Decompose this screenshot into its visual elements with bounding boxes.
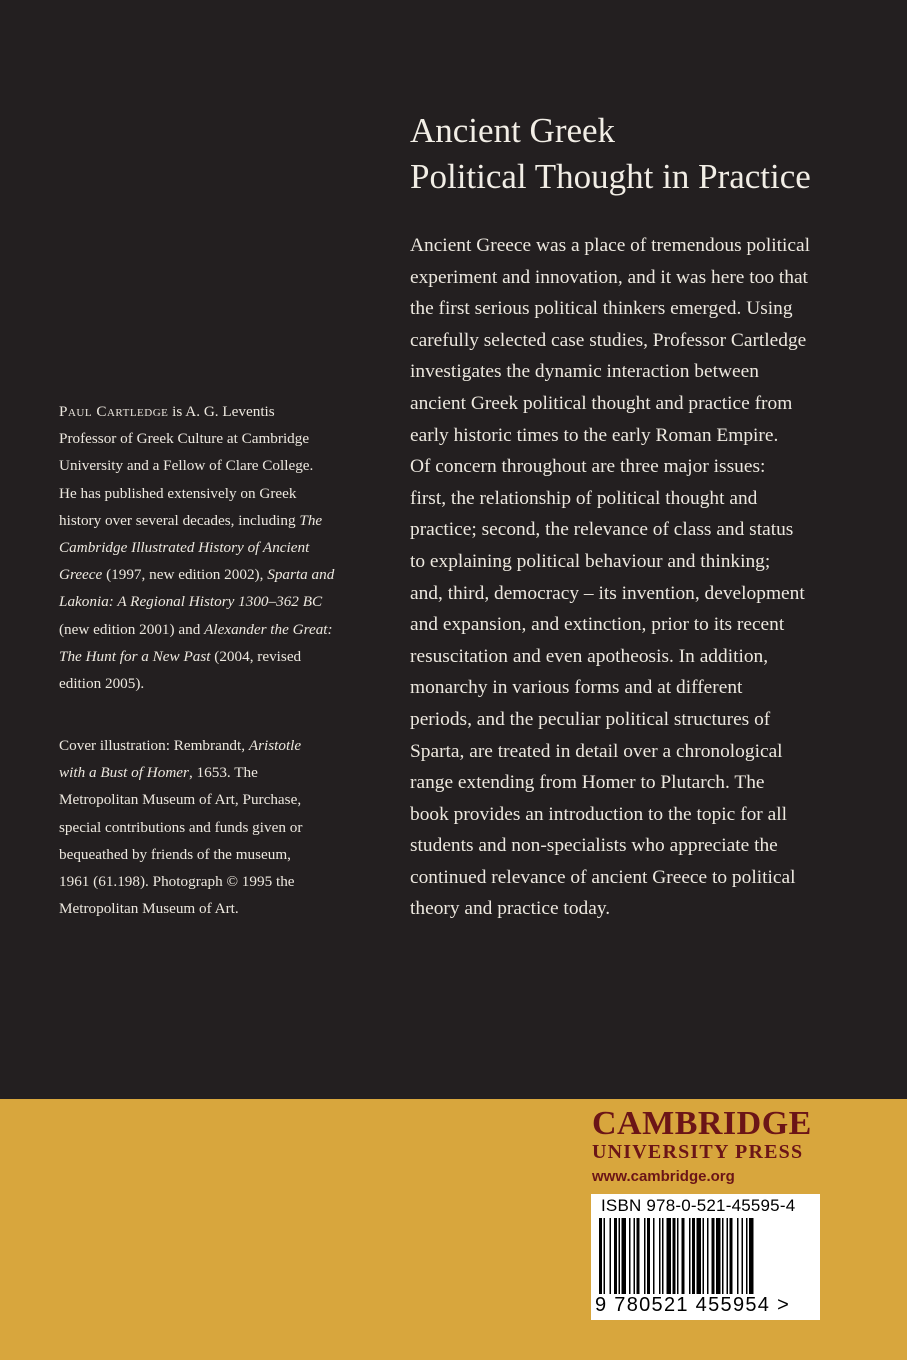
title-line-1: Ancient Greek xyxy=(410,111,616,150)
bio-line xyxy=(59,398,359,425)
bio-line xyxy=(59,643,359,670)
barcode-bar xyxy=(727,1218,729,1294)
publisher-logo xyxy=(592,1106,832,1187)
credit-line: Metropolitan Museum of Art. xyxy=(59,900,239,918)
description-line: theory and practice today. xyxy=(410,898,611,920)
bio-line: Professor of Greek Culture at Cambridge xyxy=(59,430,310,448)
credit-line: bequeathed by friends of the museum, xyxy=(59,845,291,863)
credit-line: Metropolitan Museum of Art, Purchase, xyxy=(59,791,302,809)
barcode-bar xyxy=(667,1218,672,1294)
publisher-url: www.cambridge.org xyxy=(592,1168,735,1185)
description-line: early historic times to the early Roman Empire. xyxy=(410,424,779,446)
credit-line xyxy=(59,759,359,786)
bio-line xyxy=(59,507,359,534)
book-title-italic: Greece xyxy=(59,566,103,584)
barcode-bars xyxy=(599,1218,804,1296)
isbn-barcode xyxy=(591,1194,820,1320)
barcode-bar xyxy=(746,1218,748,1294)
barcode-bar xyxy=(647,1218,650,1294)
barcode-bar xyxy=(614,1218,617,1294)
bio-line xyxy=(59,534,359,561)
barcode-bar xyxy=(689,1218,691,1294)
description-line: investigates the dynamic interaction between xyxy=(410,361,759,383)
description-line: to explaining political behaviour and thinking; xyxy=(410,550,771,572)
barcode-bar xyxy=(653,1218,655,1294)
barcode-bar xyxy=(644,1218,646,1294)
barcode-bar xyxy=(749,1218,754,1294)
barcode-bar xyxy=(716,1218,721,1294)
barcode-bar xyxy=(619,1218,621,1294)
artwork-title-italic: with a Bust of Homer xyxy=(59,764,189,782)
bio-line xyxy=(59,588,359,615)
description-line: resuscitation and even apotheosis. In addition, xyxy=(410,645,769,667)
barcode-bar xyxy=(722,1218,724,1294)
description-line: book provides an introduction to the topic for all xyxy=(410,803,787,825)
bio-line xyxy=(59,561,359,588)
credit-text: , 1653. The xyxy=(188,764,258,782)
isbn-label: ISBN 978-0-521-45595-4 xyxy=(601,1196,796,1215)
bio-text: is A. G. Leventis xyxy=(168,403,275,420)
publisher-name: CAMBRIDGE xyxy=(592,1105,812,1142)
description-line: continued relevance of ancient Greece to political xyxy=(410,866,796,888)
description-line: Of concern throughout are three major issues: xyxy=(410,456,766,478)
barcode-bar xyxy=(742,1218,744,1294)
credit-line xyxy=(59,732,359,759)
description-line: Sparta, are treated in detail over a chronological xyxy=(410,740,783,762)
barcode-bar xyxy=(659,1218,661,1294)
barcode-bar xyxy=(622,1218,627,1294)
barcode-bar xyxy=(599,1218,602,1294)
credit-line: 1961 (61.198). Photograph © 1995 the xyxy=(59,873,295,891)
description-line: students and non-specialists who appreciate the xyxy=(410,835,778,857)
artwork-title-italic: Aristotle xyxy=(248,737,302,754)
book-title-italic: Cambridge Illustrated History of Ancient xyxy=(59,539,310,557)
description-line: Ancient Greece was a place of tremendous political xyxy=(410,235,811,256)
bio-line xyxy=(59,616,359,643)
book-title-italic: The Hunt for a New Past xyxy=(59,647,211,665)
barcode-bar xyxy=(707,1218,709,1294)
barcode-bar xyxy=(712,1218,715,1294)
book-title-italic: Alexander the Great: xyxy=(204,620,333,638)
bio-text: (1997, new edition 2002), xyxy=(102,566,268,584)
book-description xyxy=(410,230,850,925)
barcode-bar xyxy=(737,1218,739,1294)
barcode-bar xyxy=(637,1218,640,1294)
description-line: practice; second, the relevance of class and status xyxy=(410,519,794,541)
bio-text: history over several decades, including xyxy=(59,511,300,529)
barcode-bar xyxy=(692,1218,695,1294)
book-title-italic: Lakonia: A Regional History 1300–362 BC xyxy=(59,593,323,611)
bio-line: University and a Fellow of Clare College. xyxy=(59,457,314,475)
barcode-bar xyxy=(673,1218,676,1294)
barcode-bar xyxy=(682,1218,685,1294)
barcode-bar xyxy=(703,1218,705,1294)
description-line: the first serious political thinkers emerged. Using xyxy=(410,298,793,320)
barcode-bar xyxy=(730,1218,733,1294)
barcode-bar xyxy=(604,1218,606,1294)
credit-text: Cover illustration: Rembrandt, xyxy=(59,737,249,754)
bio-line: edition 2005). xyxy=(59,675,145,693)
bio-text: (new edition 2001) and xyxy=(59,620,205,638)
book-title-italic: The xyxy=(299,511,323,529)
barcode-digits: 9 780521 455954 > xyxy=(595,1294,791,1316)
barcode-bar xyxy=(677,1218,679,1294)
title-line-2: Political Thought in Practice xyxy=(410,157,811,196)
barcode-bar xyxy=(634,1218,636,1294)
description-line: and, third, democracy – its invention, development xyxy=(410,582,805,604)
book-title-italic: Sparta and xyxy=(267,566,335,584)
bio-line: He has published extensively on Greek xyxy=(59,484,297,502)
author-bio xyxy=(59,398,359,697)
description-line: experiment and innovation, and it was here too that xyxy=(410,266,808,288)
description-line: periods, and the peculiar political structures of xyxy=(410,708,771,730)
barcode-bar xyxy=(697,1218,702,1294)
description-line: carefully selected case studies, Professor Cartledge xyxy=(410,329,807,351)
barcode-bar xyxy=(629,1218,631,1294)
publisher-subtitle: UNIVERSITY PRESS xyxy=(592,1141,804,1163)
book-title xyxy=(410,108,880,200)
bio-text: (2004, revised xyxy=(210,647,302,665)
description-line: range extending from Homer to Plutarch. The xyxy=(410,772,765,794)
barcode-bar xyxy=(610,1218,612,1294)
credit-line: special contributions and funds given or xyxy=(59,818,303,836)
description-line: ancient Greek political thought and practice from xyxy=(410,392,793,414)
description-line: and expansion, and extinction, prior to its recent xyxy=(410,614,785,636)
description-line: first, the relationship of political thought and xyxy=(410,487,758,509)
cover-illustration-credit xyxy=(59,732,359,922)
description-line: monarchy in various forms and at different xyxy=(410,677,743,699)
author-name: Paul Cartledge xyxy=(59,403,169,420)
barcode-bar xyxy=(662,1218,664,1294)
